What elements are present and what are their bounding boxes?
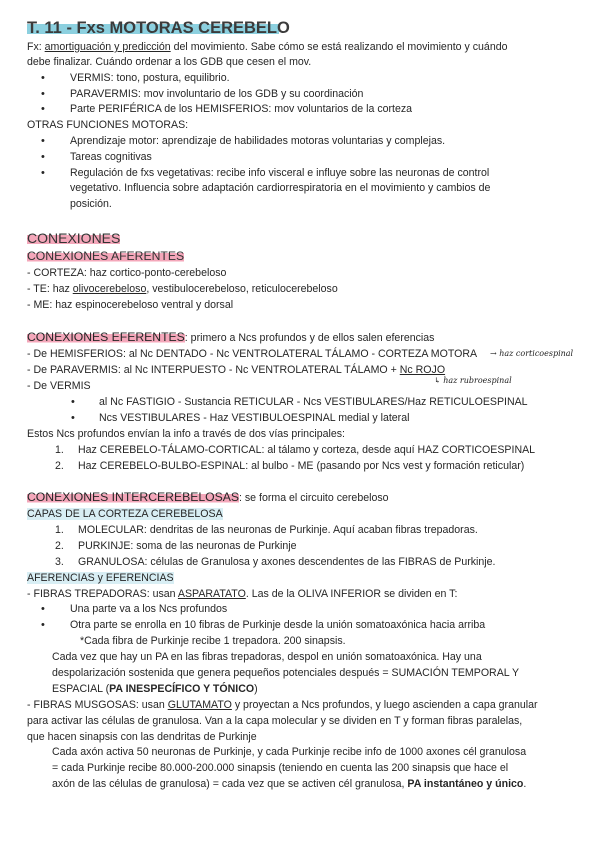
eferentes-line: - De HEMISFERIOS: al Nc DENTADO - Nc VENTROLATERAL TÁLAMO - CORTEZA MOTORA [27, 348, 478, 360]
eferentes-line: - De VERMIS [27, 380, 91, 392]
capa-item: PURKINJE: soma de las neuronas de Purkinje [78, 540, 297, 552]
bullet-dot: • [41, 603, 45, 615]
trepadoras-note: *Cada fibra de Purkinje recibe 1 trepadora. 200 sinapsis. [80, 635, 346, 647]
capa-item: MOLECULAR: dendritas de las neuronas de Purkinje. Aquí acaban fibras trepadoras. [78, 524, 478, 536]
intro-line-1: Fx: amortiguación y predicción del movimiento. Sabe cómo se está realizando el movimiento y cuándo [27, 41, 508, 53]
musgosas-line: que hacen sinapsis con las dendritas de Purkinje [27, 731, 257, 743]
bullet-dot: • [41, 167, 45, 179]
aferentes-line: - TE: haz olivocerebeloso, vestibulocerebeloso, reticulocerebeloso [27, 283, 338, 295]
otras-continuation: posición. [70, 198, 112, 210]
list-number: 1. [55, 444, 64, 456]
intro-bullet: Parte PERIFÉRICA de los HEMISFERIOS: mov voluntarios de la corteza [70, 103, 413, 115]
aferentes-line: - CORTEZA: haz cortico-ponto-cerebeloso [27, 267, 227, 279]
trepadoras-paragraph: despolarización sostenida que genera pequeños potenciales después = SUMACIÓN TEMPORAL Y [52, 667, 520, 679]
bullet-dot: • [71, 396, 75, 408]
musgosas-paragraph: axón de las células de granulosa) = cada vez que se activen cél granulosa, PA instantáneo y único. [52, 778, 527, 790]
otras-continuation: vegetativo. Influencia sobre adaptación cardiorrespiratoria en el movimiento y cambios de [70, 182, 491, 194]
otras-heading: OTRAS FUNCIONES MOTORAS: [27, 119, 189, 131]
eferentes-line: Estos Ncs profundos envían la info a través de dos vías principales: [27, 428, 345, 440]
vermis-bullet: al Nc FASTIGIO - Sustancia RETICULAR - Ncs VESTIBULARES/Haz RETICULOESPINAL [99, 396, 528, 408]
musgosas-paragraph: = cada Purkinje recibe 80.000-200.000 sinapsis (teniendo en cuenta las 200 sinapsis que hace el [52, 762, 509, 774]
bullet-dot: • [41, 103, 45, 115]
intro-bullet: PARAVERMIS: mov involuntario de los GDB y su coordinación [70, 88, 364, 100]
otras-bullet: Regulación de fxs vegetativas: recibe info visceral e influye sobre las neuronas de control [70, 167, 490, 179]
aferentes-line: - ME: haz espinocerebeloso ventral y dorsal [27, 299, 234, 311]
numbered-item: Haz CEREBELO-TÁLAMO-CORTICAL: al tálamo y corteza, desde aquí HAZ CORTICOESPINAL [78, 444, 536, 456]
intercerebelosas-heading-line: CONEXIONES INTERCEREBELOSAS: se forma el circuito cerebeloso [27, 490, 389, 504]
musgosas-line: para activar las células de granulosa. Van a la capa molecular y se dividen en T y forman fibras paralelas, [27, 715, 523, 727]
bullet-dot: • [41, 151, 45, 163]
list-number: 2. [55, 460, 64, 472]
musgosas-line: - FIBRAS MUSGOSAS: usan GLUTAMATO y proyectan a Ncs profundos, y luego ascienden a capa granular [27, 699, 538, 711]
capa-item: GRANULOSA: células de Granulosa y axones descendentes de las FIBRAS de Purkinje. [78, 556, 496, 568]
numbered-item: Haz CEREBELO-BULBO-ESPINAL: al bulbo - ME (pasando por Ncs vest y formación reticular) [78, 460, 525, 472]
intro-line-2: debe finalizar. Cuándo ordenar a los GDB que cesen el mov. [27, 56, 312, 68]
capas-heading: CAPAS DE LA CORTEZA CEREBELOSA [27, 508, 223, 520]
eferentes-line: - De PARAVERMIS: al Nc INTERPUESTO - Nc VENTROLATERAL TÁLAMO + Nc ROJO [27, 364, 446, 376]
handwritten-note: → haz corticoespinal [490, 349, 574, 358]
trepadoras-line: - FIBRAS TREPADORAS: usan ASPARATATO. Las de la OLIVA INFERIOR se dividen en T: [27, 588, 458, 600]
list-number: 2. [55, 540, 64, 552]
bullet-dot: • [41, 135, 45, 147]
vermis-bullet: Ncs VESTIBULARES - Haz VESTIBULOESPINAL medial y lateral [99, 412, 410, 424]
conexiones-heading: CONEXIONES [27, 230, 121, 246]
bullet-dot: • [41, 619, 45, 631]
bullet-dot: • [41, 72, 45, 84]
list-number: 1. [55, 524, 64, 536]
aferentes-heading: CONEXIONES AFERENTES [27, 249, 185, 263]
trepadoras-bullet: Otra parte se enrolla en 10 fibras de Purkinje desde la unión somatoaxónica hacia arriba [70, 619, 486, 631]
bullet-dot: • [71, 412, 75, 424]
otras-bullet: Tareas cognitivas [70, 151, 152, 163]
intro-bullet: VERMIS: tono, postura, equilibrio. [70, 72, 230, 84]
musgosas-paragraph: Cada axón activa 50 neuronas de Purkinje, y cada Purkinje recibe info de 1000 axones cél granulosa [52, 746, 527, 758]
trepadoras-paragraph: ESPACIAL (PA INESPECÍFICO Y TÓNICO) [52, 683, 258, 695]
trepadoras-bullet: Una parte va a los Ncs profundos [70, 603, 228, 615]
list-number: 3. [55, 556, 64, 568]
page-title: T. 11 - Fxs MOTORAS CEREBELO [27, 19, 290, 37]
handwritten-note: ↳ haz rubroespinal [434, 376, 512, 385]
aferencias-heading: AFERENCIAS y EFERENCIAS [27, 572, 174, 584]
eferentes-heading-line: CONEXIONES EFERENTES: primero a Ncs profundos y de ellos salen eferencias [27, 330, 435, 344]
bullet-dot: • [41, 88, 45, 100]
trepadoras-paragraph: Cada vez que hay un PA en las fibras trepadoras, despol en unión somatoaxónica. Hay una [52, 651, 482, 663]
otras-bullet: Aprendizaje motor: aprendizaje de habilidades motoras voluntarias y complejas. [70, 135, 446, 147]
